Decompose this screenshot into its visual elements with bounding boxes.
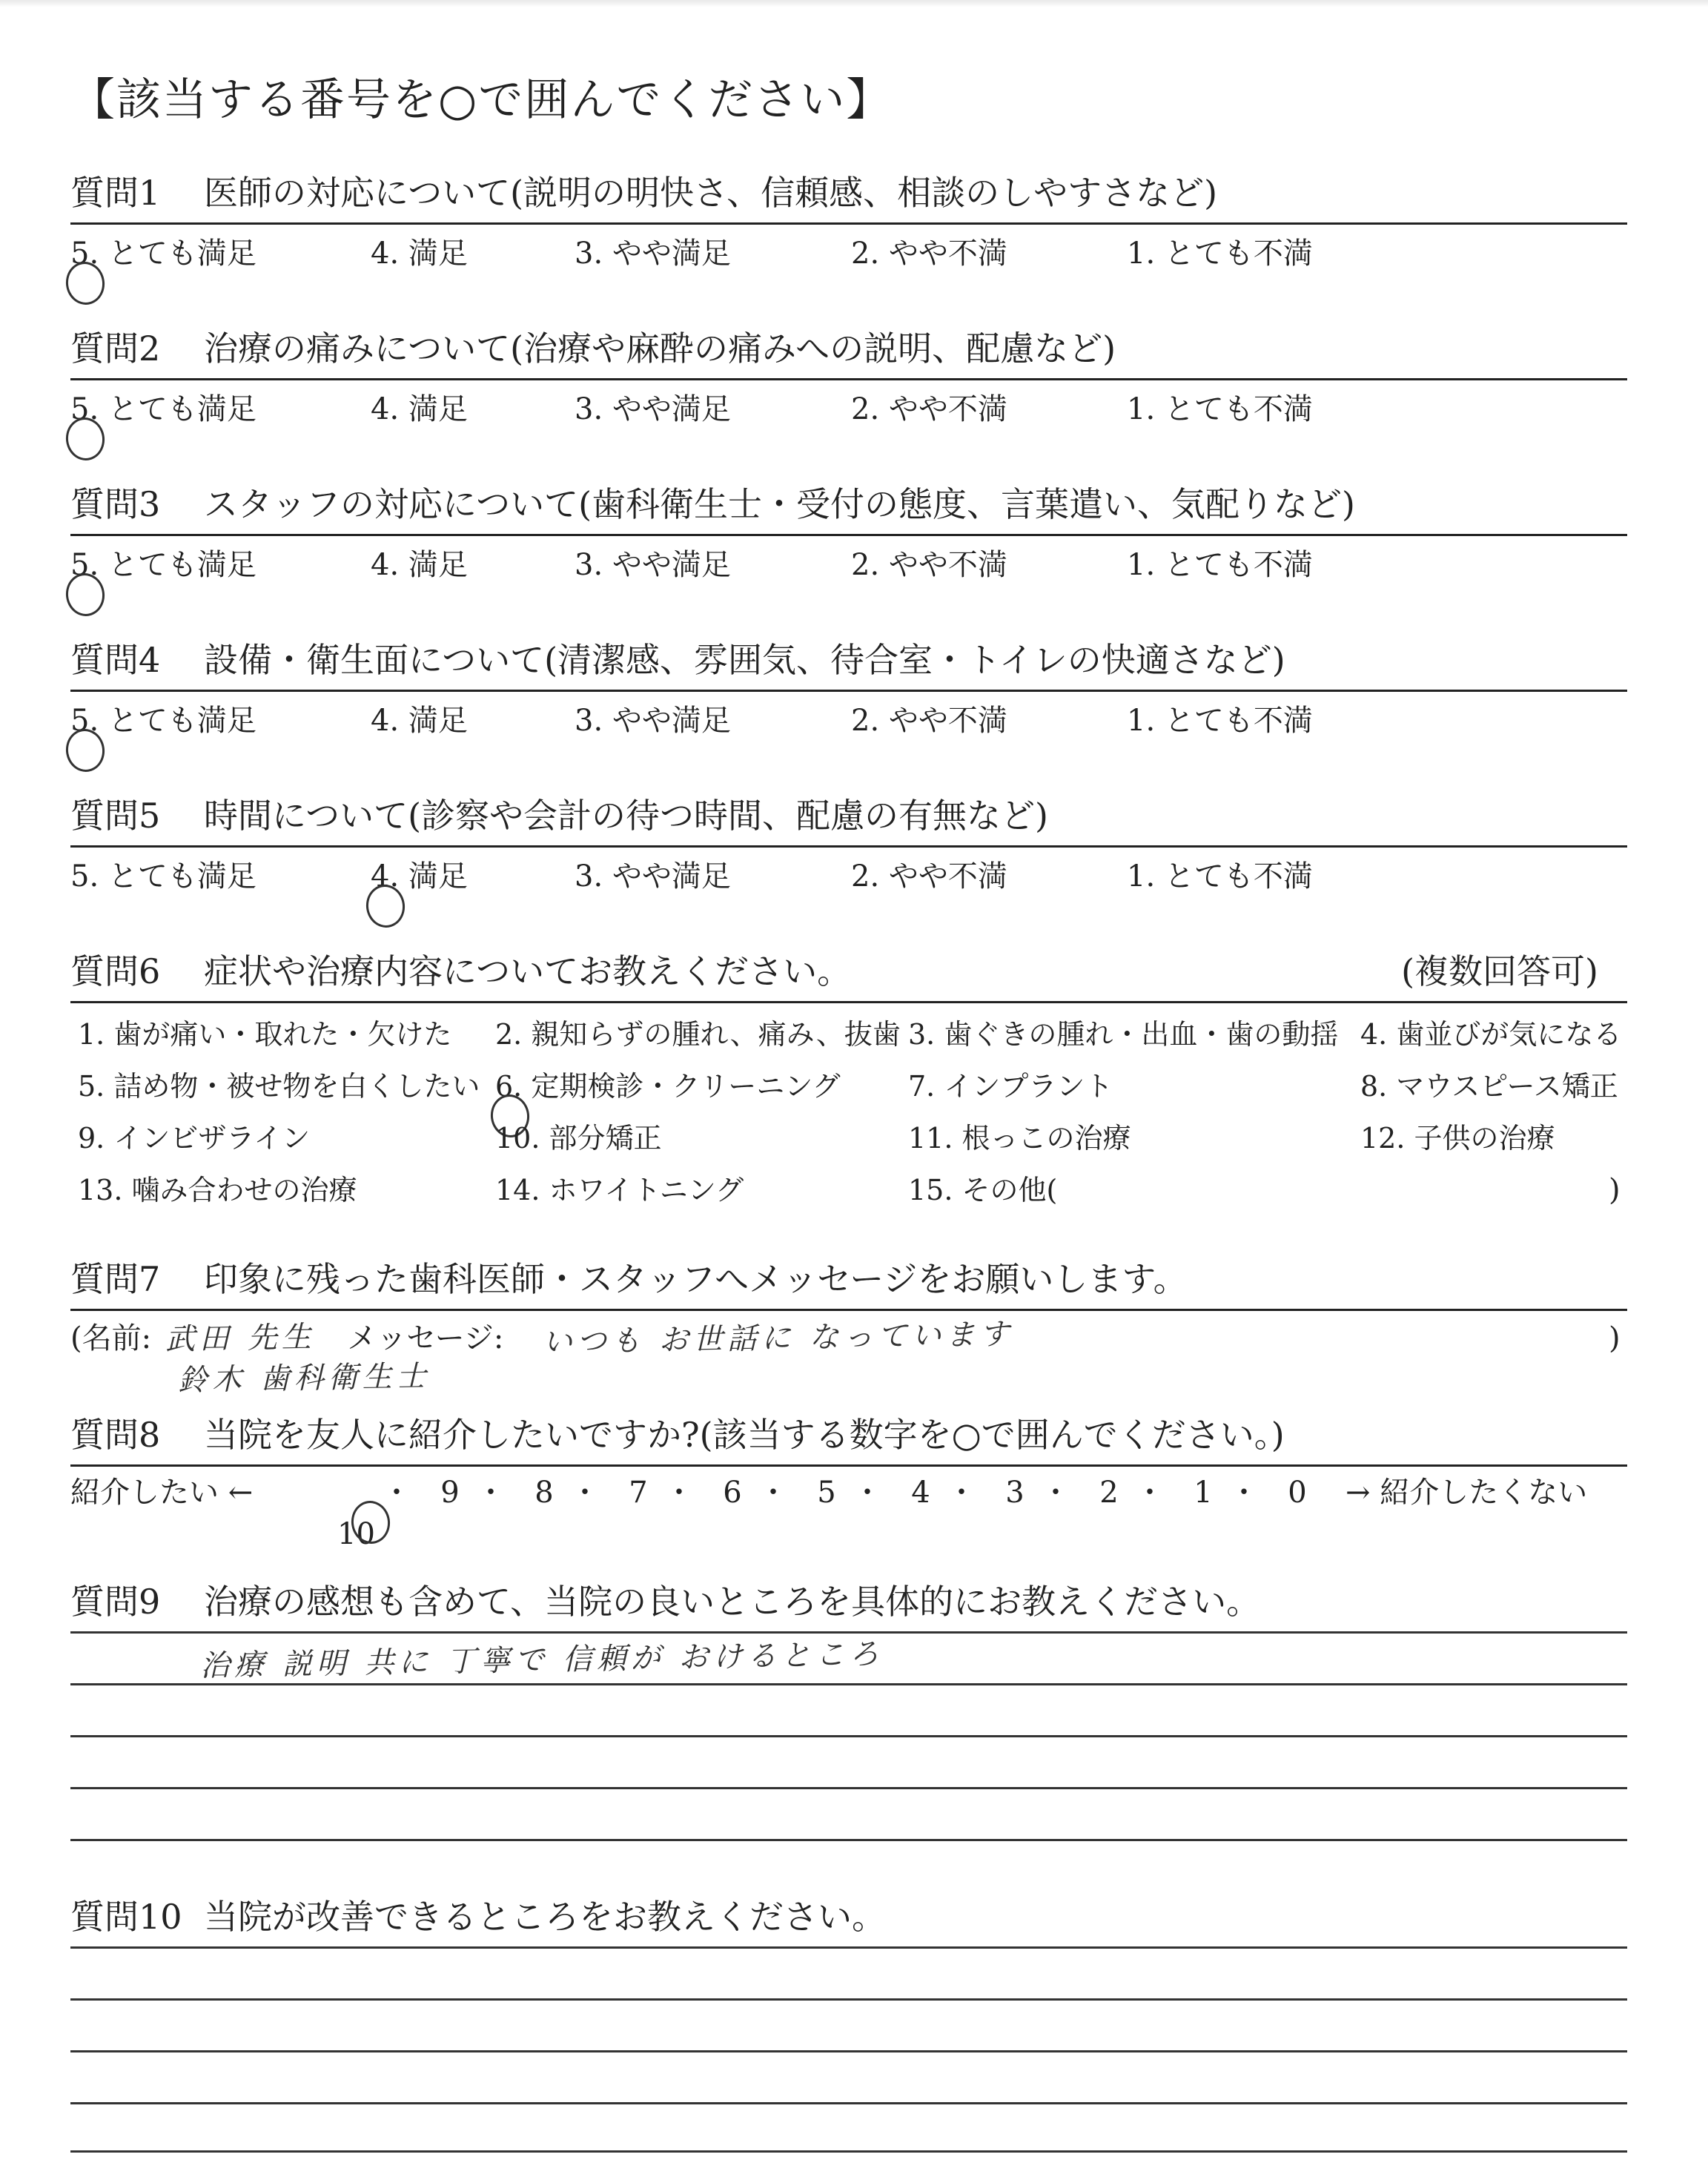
q3-option-3[interactable]: 3. やや満足	[575, 548, 731, 582]
q3-option-2[interactable]: 2. やや不満	[851, 548, 1007, 582]
q8-scale-separator: ・	[476, 1476, 506, 1510]
q6-option-1[interactable]: 1. 歯が痛い・取れた・欠けた	[78, 1018, 452, 1051]
question-6-note: (複数回答可)	[1401, 951, 1598, 991]
q7-message-handwritten: いつも お世話に なっています	[542, 1317, 1014, 1360]
question-4-underline	[70, 690, 1627, 692]
question-5-underline	[70, 845, 1627, 848]
question-9-number: 質問9	[70, 1582, 161, 1622]
question-1-number: 質問1	[70, 173, 161, 213]
q5-option-1[interactable]: 1. とても不満	[1127, 859, 1313, 894]
question-10-heading	[70, 1895, 886, 1939]
question-7-text: 印象に残った歯科医師・スタッフへメッセージをお願いします。	[204, 1259, 1188, 1299]
question-8-number: 質問8	[70, 1415, 161, 1455]
question-3-underline	[70, 534, 1627, 536]
q7-name-row-2	[178, 1358, 431, 1398]
q1-option-2[interactable]: 2. やや不満	[851, 237, 1007, 271]
q3-option-1[interactable]: 1. とても不満	[1127, 548, 1313, 582]
q8-scale-separator: ・	[1135, 1476, 1165, 1510]
q8-scale-6[interactable]: 6	[723, 1476, 742, 1510]
q9-rule-2	[70, 1683, 1627, 1685]
question-8-text: 当院を友人に紹介したいですか?(該当する数字を○で囲んでください。)	[204, 1415, 1285, 1455]
q8-scale-separator: ・	[947, 1476, 976, 1510]
question-5-number: 質問5	[70, 796, 161, 836]
question-10-number: 質問10	[70, 1897, 182, 1937]
q7-name-handwritten-2: 鈴木 歯科衛生士	[177, 1359, 431, 1398]
q6-option-7[interactable]: 7. インプラント	[908, 1070, 1113, 1103]
q6-option-14[interactable]: 14. ホワイトニング	[495, 1174, 744, 1206]
question-2-number: 質問2	[70, 328, 161, 369]
question-3-text: スタッフの対応について(歯科衛生士・受付の態度、言葉遣い、気配りなど)	[204, 484, 1355, 524]
q2-option-5[interactable]: 5. とても満足	[70, 392, 256, 426]
question-8-heading	[70, 1413, 1285, 1457]
q7-message-label: メッセージ:	[347, 1321, 504, 1355]
question-4-number: 質問4	[70, 640, 161, 680]
q7-name-label: (名前:	[70, 1321, 152, 1355]
question-6-heading	[70, 949, 851, 994]
q10-rule-3	[70, 2050, 1627, 2052]
question-10-text: 当院が改善できるところをお教えください。	[204, 1897, 886, 1937]
q1-option-4[interactable]: 4. 満足	[371, 237, 468, 271]
q2-option-3[interactable]: 3. やや満足	[575, 392, 731, 426]
q1-option-5[interactable]: 5. とても満足	[70, 237, 256, 271]
q6-option-4[interactable]: 4. 歯並びが気になる	[1360, 1018, 1622, 1051]
q8-scale-1[interactable]: 1	[1194, 1476, 1213, 1510]
q6-option-9[interactable]: 9. インビザライン	[78, 1122, 311, 1155]
q7-close-paren: )	[1609, 1321, 1621, 1355]
q9-answer	[199, 1636, 884, 1684]
q5-option-5[interactable]: 5. とても満足	[70, 859, 256, 894]
q8-scale-separator: ・	[853, 1476, 882, 1510]
q5-option-4[interactable]: 4. 満足	[371, 859, 468, 894]
q8-scale-separator: ・	[758, 1476, 788, 1510]
question-7-number: 質問7	[70, 1259, 161, 1299]
question-2-text: 治療の痛みについて(治療や麻酔の痛みへの説明、配慮など)	[204, 328, 1116, 369]
q8-scale-separator: ・	[570, 1476, 600, 1510]
q8-scale-4[interactable]: 4	[911, 1476, 930, 1510]
question-6-number: 質問6	[70, 951, 161, 991]
q9-rule-5	[70, 1839, 1627, 1841]
q6-option-13[interactable]: 13. 噛み合わせの治療	[78, 1174, 357, 1206]
question-2-underline	[70, 378, 1627, 380]
q3-option-4[interactable]: 4. 満足	[371, 548, 468, 582]
q1-option-1[interactable]: 1. とても不満	[1127, 237, 1313, 271]
q8-right-label: → 紹介したくない	[1345, 1476, 1588, 1510]
q8-scale-0[interactable]: 0	[1288, 1476, 1307, 1510]
q4-option-3[interactable]: 3. やや満足	[575, 704, 731, 738]
q4-option-4[interactable]: 4. 満足	[371, 704, 468, 738]
question-9-heading	[70, 1579, 1260, 1624]
q8-scale-separator: ・	[664, 1476, 694, 1510]
q8-scale-separator: ・	[1229, 1476, 1259, 1510]
page-title: 【該当する番号を○で囲んでください】	[70, 74, 893, 126]
q9-rule-3	[70, 1735, 1627, 1737]
question-8-underline	[70, 1464, 1627, 1467]
question-7-underline	[70, 1309, 1627, 1311]
q8-scale-separator: ・	[382, 1476, 411, 1510]
q9-rule-1	[70, 1631, 1627, 1634]
q8-scale-9[interactable]: 9	[440, 1476, 460, 1510]
q8-left-label: 紹介したい ←	[70, 1476, 254, 1510]
q4-option-1[interactable]: 1. とても不満	[1127, 704, 1313, 738]
q6-option-10[interactable]: 10. 部分矯正	[495, 1122, 662, 1155]
q6-option-11[interactable]: 11. 根っこの治療	[908, 1122, 1131, 1155]
q6-option-8[interactable]: 8. マウスピース矯正	[1360, 1070, 1618, 1103]
q1-option-3[interactable]: 3. やや満足	[575, 237, 731, 271]
q6-option-6[interactable]: 6. 定期検診・クリーニング	[495, 1070, 841, 1103]
question-6-text: 症状や治療内容についてお教えください。	[204, 951, 852, 991]
q2-option-1[interactable]: 1. とても不満	[1127, 392, 1313, 426]
question-1-text: 医師の対応について(説明の明快さ、信頼感、相談のしやすさなど)	[204, 173, 1218, 213]
question-3-heading	[70, 482, 1355, 526]
q10-rule-2	[70, 1998, 1627, 2001]
question-2-heading	[70, 326, 1116, 371]
question-5-text: 時間について(診察や会計の待つ時間、配慮の有無など)	[204, 796, 1048, 836]
question-1-heading	[70, 171, 1217, 215]
question-4-heading	[70, 638, 1285, 682]
q10-rule-4	[70, 2102, 1627, 2104]
q6-option-5[interactable]: 5. 詰め物・被せ物を白くしたい	[78, 1070, 480, 1103]
q8-scale-7[interactable]: 7	[629, 1476, 648, 1510]
q6-option-15[interactable]: 15. その他(	[908, 1174, 1058, 1206]
q8-scale-10[interactable]: 10	[337, 1517, 375, 1551]
q7-name-handwritten-1: 武田 先生	[165, 1320, 316, 1357]
scan-edge	[0, 0, 1708, 7]
q8-scale-separator: ・	[1041, 1476, 1070, 1510]
question-4-text: 設備・衛生面について(清潔感、雰囲気、待合室・トイレの快適さなど)	[204, 640, 1285, 680]
q10-rule-5	[70, 2150, 1627, 2153]
q2-option-4[interactable]: 4. 満足	[371, 392, 468, 426]
q8-scale-2[interactable]: 2	[1099, 1476, 1119, 1510]
q8-scale-8[interactable]: 8	[534, 1476, 554, 1510]
q8-scale-5[interactable]: 5	[817, 1476, 836, 1510]
q6-option-12[interactable]: 12. 子供の治療	[1360, 1122, 1555, 1155]
question-6-underline	[70, 1001, 1627, 1003]
q9-answer-handwritten: 治療 説明 共に 丁寧で 信頼が おけるところ	[199, 1636, 884, 1684]
question-5-heading	[70, 793, 1048, 838]
q4-option-5[interactable]: 5. とても満足	[70, 704, 256, 738]
question-3-number: 質問3	[70, 484, 161, 524]
q5-option-2[interactable]: 2. やや不満	[851, 859, 1007, 894]
q7-name-row	[70, 1318, 1013, 1358]
question-9-text: 治療の感想も含めて、当院の良いところを具体的にお教えください。	[204, 1582, 1261, 1622]
q6-other-close-paren: )	[1609, 1173, 1621, 1207]
question-7-heading	[70, 1257, 1188, 1301]
q6-option-3[interactable]: 3. 歯ぐきの腫れ・出血・歯の動揺	[908, 1018, 1339, 1051]
q5-option-3[interactable]: 3. やや満足	[575, 859, 731, 894]
q3-option-5[interactable]: 5. とても満足	[70, 548, 256, 582]
q4-option-2[interactable]: 2. やや不満	[851, 704, 1007, 738]
q9-rule-4	[70, 1787, 1627, 1789]
q8-scale-3[interactable]: 3	[1005, 1476, 1025, 1510]
q10-rule-1	[70, 1946, 1627, 1949]
question-1-underline	[70, 222, 1627, 225]
q6-option-2[interactable]: 2. 親知らずの腫れ、痛み、抜歯	[495, 1018, 901, 1051]
q2-option-2[interactable]: 2. やや不満	[851, 392, 1007, 426]
